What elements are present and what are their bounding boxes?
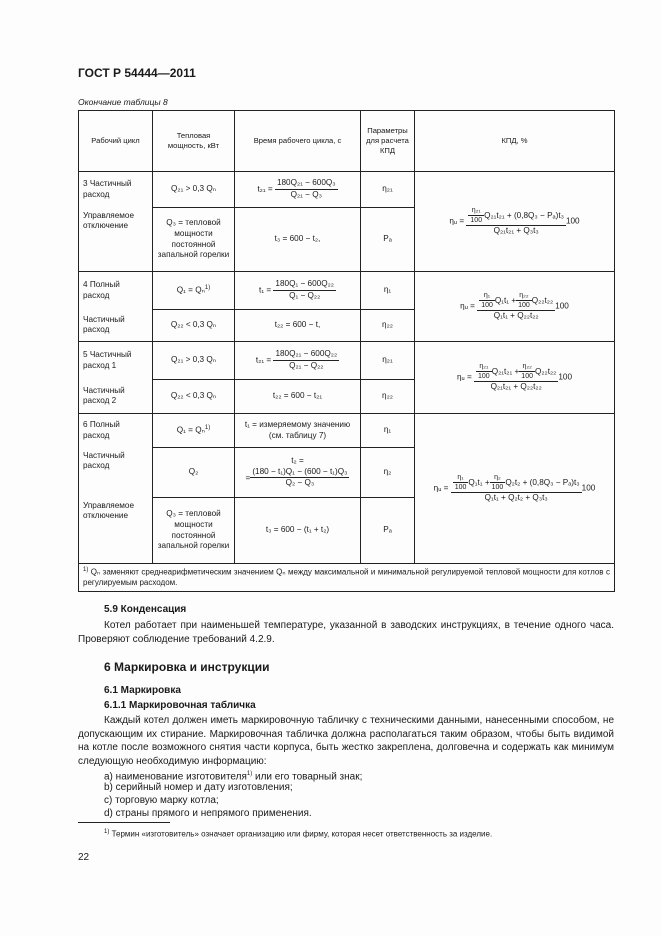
formula-tail: 100 [555,301,569,311]
denominator: 100 [454,484,467,492]
denominator: 100 [478,373,490,381]
coefficient-fraction [479,291,495,310]
formula-lhs: ηᵤ = [433,483,449,493]
numerator [451,473,582,493]
document-title: ГОСТ Р 54444—2011 [78,66,196,80]
time-fraction [273,349,339,371]
cell-power: Q₂₁ > 0,3 Qₙ [153,342,235,380]
cell-efficiency-formula [415,172,615,272]
time-lhs: t₂₁ = [257,184,273,194]
cell-efficiency-formula [415,414,615,564]
numerator: η₂₂ [519,362,535,372]
cell-time [235,448,361,498]
cell-power [153,414,235,448]
section-heading-6-1: 6.1 Маркировка [104,685,181,696]
cell-cycle: 3 Частичный расход [79,172,153,208]
cell-time: t₂₂ = 600 − t, [235,310,361,342]
cell-power: Q₂₂ < 0,3 Qₙ [153,310,235,342]
efficiency-table [78,110,615,592]
list-item: b) серийный номер и дату изготовления; [104,782,293,793]
footnote-text: Термин «изготовитель» означает организацию или фирму, которая несет ответственность за изделие. [109,829,493,839]
formula-term: Q₁t₁ + [494,295,517,305]
section-text-5-9: Котел работает при наименьшей температуре, указанной в заводских инструкциях, в течение одного часа. Проверяют соблюдение требований 4.2.9. [78,620,614,645]
cell-time: t₁ = измеряемому значению (см. таблицу 7) [235,414,361,448]
time-lhs: t₁ = [259,285,272,295]
formula-lhs: ηᵤ = [460,301,475,311]
cell-param: Pₐ [361,208,415,272]
coefficient-fraction [516,291,532,310]
numerator: η₁ [453,473,469,483]
list-item-text: a) наименование изготовителя [104,771,247,783]
formula-lhs: ηᵤ = [456,372,472,382]
table-caption: Окончание таблицы 8 [78,97,168,107]
denominator: Q₂₁t₂₁ + Q₂₂t₂₂ [490,382,542,392]
table-row [79,414,615,448]
denominator: 100 [470,217,483,225]
cell-cycle: 5 Частичный расход 1 [79,342,153,380]
list-item: d) страны прямого и непрямого применения. [104,808,312,819]
footnote-ref: 1) [204,424,211,431]
section-heading-5-9: 5.9 Конденсация [104,604,187,615]
numerator: η₂₂ [516,291,532,301]
denominator: Q₁t₁ + Q₂₂t₂₂ [493,311,539,321]
cell-cycle: Управляемое отключение [79,208,153,272]
cell-time: t₃ = 600 − t₂, [235,208,361,272]
cell-param: η₂₁ [361,172,415,208]
col-header-time: Время рабочего цикла, с [235,111,361,172]
coefficient-fraction [490,473,506,492]
time-eq: = [245,473,251,482]
cell-param: η₂₂ [361,380,415,414]
formula-term: Q₁t₁ + [468,477,490,487]
cell-time [235,172,361,208]
cell-cycle: Частичный расход [79,310,153,342]
col-header-efficiency: КПД, % [415,111,615,172]
numerator [477,291,555,311]
time-lhs: t₂ = [291,456,304,466]
cell-time: t₂₂ = 600 − t₂₁ [235,380,361,414]
efficiency-fraction [451,473,582,504]
time-lhs: t₂₁ = [255,355,272,365]
coefficient-fraction [453,473,469,492]
table-header-row [79,111,615,172]
page-number: 22 [78,852,90,863]
efficiency-fraction [474,362,558,393]
footnote-ref: 1) [246,771,253,777]
table-footnote-row [79,564,615,592]
formula-tail: 100 [565,216,580,226]
cell-cycle: Частичный расход 2 [79,380,153,414]
time-fraction [250,467,349,489]
denominator: 100 [491,484,504,492]
denominator: 100 [518,302,530,310]
cell-power [153,272,235,310]
formula-tail: 100 [558,372,573,382]
formula-term: Q₂t₂ + (0,8Q₃ − Pₐ)t₃ [505,477,580,487]
denominator: 100 [521,373,533,381]
numerator: η₂₁ [476,362,492,372]
coefficient-fraction [468,206,484,225]
time-fraction [273,279,336,301]
cell-param: η₂₂ [361,310,415,342]
formula-lhs: ηᵤ = [449,216,465,226]
numerator: η₂ [490,473,506,483]
cell-power: Q₃ = тепловой мощности постоянной запальной горелки [153,498,235,564]
cell-power: Q₂₂ < 0,3 Qₙ [153,380,235,414]
cell-power: Q₂₁ > 0,3 Qₙ [153,172,235,208]
numerator: η₁ [479,291,495,301]
col-header-cycle: Рабочий цикл [79,111,153,172]
efficiency-fraction [477,291,555,322]
cell-efficiency-formula [415,272,615,342]
table-row [79,272,615,310]
cell-cycle: 4 Полный расход [79,272,153,310]
table-row [79,172,615,208]
formula-term: Q₂₁t₂₁ + (0,8Q₃ − Pₐ)t₃ [484,210,564,220]
efficiency-fraction [466,206,566,237]
formula-tail: 100 [581,483,596,493]
numerator: η₂₁ [468,206,484,216]
denominator: 100 [481,302,493,310]
cell-cycle: Частичный расход [79,448,153,498]
cell-param: η₂₁ [361,342,415,380]
numerator: 180Q₁ − 600Q₂₂ [273,279,336,291]
footnote-divider [78,822,170,823]
cell-time [235,272,361,310]
denominator: Q₁ − Q₂₂ [289,291,321,300]
cell-param: η₁ [361,272,415,310]
section-heading-6-1-1: 6.1.1 Маркировочная табличка [104,700,256,711]
time-fraction [275,178,338,200]
coefficient-fraction [519,362,535,381]
footnote-mark: 1) [104,829,110,835]
denominator: Q₂₁ − Q₃ [290,190,322,199]
numerator: (180 − t₁)Q₁ − (600 − t₁)Q₃ [250,467,349,479]
cell-param: Pₐ [361,498,415,564]
numerator [474,362,558,382]
denominator: Q₂ − Q₃ [285,478,315,488]
cell-power: Q₂ [153,448,235,498]
col-header-power: Тепловая мощность, кВт [153,111,235,172]
cell-efficiency-formula [415,342,615,414]
table-footnote [79,564,615,592]
footnote-ref: 1) [204,284,211,291]
formula-term: Q₂₁t₂₁ + [491,366,520,376]
power-value: Q₁ = Qₙ [176,425,205,435]
numerator: 180Q₂₁ − 600Q₃ [275,178,338,190]
formula-term: Q₂₂t₂₂ [534,366,557,376]
numerator [466,206,566,226]
numerator: 180Q₂₁ − 600Q₂₂ [273,349,339,361]
footnote-text: Qₙ заменяют среднеарифметическим значением Qₙ между максимальной и минимальной регулируемой тепловой мощности для котлов с регулируемым расходом. [83,567,610,588]
cell-time: t₃ = 600 − (t₁ + t₂) [235,498,361,564]
denominator: Q₂₁t₂₁ + Q₃t₃ [493,226,539,236]
cell-cycle: 6 Полный расход [79,414,153,448]
cell-param: η₂ [361,448,415,498]
power-value: Q₁ = Qₙ [176,285,205,295]
cell-param: η₁ [361,414,415,448]
denominator: Q₁t₁ + Q₂t₂ + Q₃t₃ [484,493,548,503]
cell-power: Q₃ = тепловой мощности постоянной запальной горелки [153,208,235,272]
formula-term: Q₂₂t₂₂ [531,295,554,305]
table-row [79,342,615,380]
col-header-params: Параметры для расчета КПД [361,111,415,172]
list-item: c) торговую марку котла; [104,795,219,806]
section-text-6-1-1: Каждый котел должен иметь маркировочную табличку с техническими данными, нанесенными способом, не допускающим их стирание. Маркировочная табличка должна располагаться таким образом, чтобы быть видимой на котле после возможного снятия части корпуса, быть жестко закреплена, долговечна и содержать как минимум следующую необходимую информацию: [78,715,614,767]
footnote-mark: 1) [83,567,89,573]
cell-cycle: Управляемое отключение [79,498,153,564]
cell-time [235,342,361,380]
list-item-text: или его товарный знак; [252,771,363,783]
coefficient-fraction [476,362,492,381]
denominator: Q₂₁ − Q₂₂ [289,361,324,370]
chapter-heading-6: 6 Маркировка и инструкции [104,660,270,674]
page-footnote [104,829,492,839]
